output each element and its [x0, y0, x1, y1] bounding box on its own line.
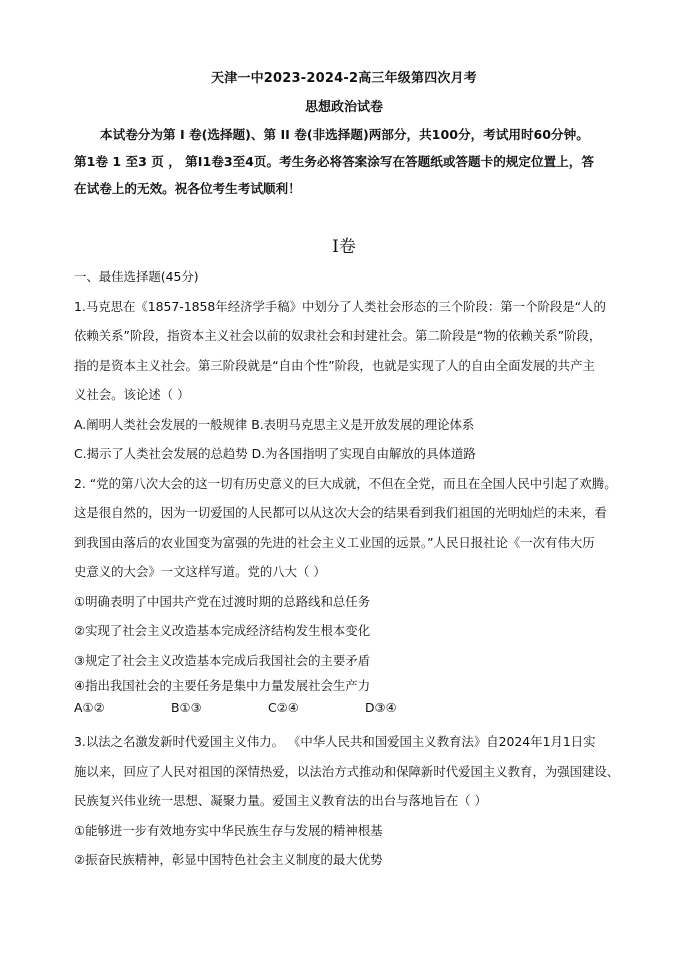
question-3 [74, 727, 666, 875]
question-line: 指的是资本主义社会。第三阶段就是“自由个性”阶段，也就是实现了人的自由全面发展的共产主 [74, 357, 595, 373]
question-line: 民族复兴伟业统一思想、凝聚力量。爱国主义教育法的出台与落地旨在（ ） [74, 793, 487, 808]
choice-b[interactable]: B①③ [171, 700, 202, 715]
question-line: 依赖关系”阶段，指资本主义社会以前的奴隶社会和封建社会。第二阶段是“物的依赖关系”阶段， [74, 328, 602, 343]
question-line: 1.马克思在《1857-1858年经济学手稿》中划分了人类社会形态的三个阶段：第一个阶段是“人的 [74, 298, 606, 314]
statement-line: ①明确表明了中国共产党在过渡时期的总路线和总任务 [74, 593, 371, 609]
statement-line: ②实现了社会主义改造基本完成经济结构发生根本变化 [74, 623, 371, 638]
question-line: 2. “党的第八次大会的这一切有历史意义的巨大成就，不但在全党，而且在全国人民中引起了欢腾。 [74, 475, 617, 491]
statement-line: ①能够进一步有效地夯实中华民族生存与发展的精神根基 [74, 822, 383, 838]
option-line[interactable]: A.阐明人类社会发展的一般规律 B.表明马克思主义是开放发展的理论体系 [74, 416, 475, 432]
instruction-line: 第1卷 1 至3 页 ， 第I1卷3至4页。考生务必将答案涂写在答题纸或答题卡的规定位置上，答 [74, 154, 594, 169]
question-line: 3.以法之名激发新时代爱国主义伟力。 《中华人民共和国爱国主义教育法》自2024年1月1日实 [74, 734, 596, 749]
question-content [74, 262, 666, 875]
option-line[interactable]: C.揭示了人类社会发展的总趋势 D.为各国指明了实现自由解放的具体道路 [74, 446, 476, 461]
choice-d[interactable]: D③④ [365, 700, 397, 715]
exam-instructions [74, 121, 666, 202]
question-line: 到我国由落后的农业国变为富强的先进的社会主义工业国的远景。”人民日报社论《一次有伟大历 [74, 534, 595, 550]
choice-c[interactable]: C②④ [268, 700, 299, 715]
question-2 [74, 469, 666, 720]
statement-line: ②振奋民族精神，彰显中国特色社会主义制度的最大优势 [74, 852, 383, 867]
exam-subtitle: 思想政治试卷 [304, 100, 383, 115]
choice-a[interactable]: A①② [74, 700, 105, 715]
question-line: 史意义的大会》一文这样写道。党的八大（ ） [74, 564, 326, 579]
section-title: 一、最佳选择题(45分) [74, 269, 199, 284]
volume-heading: I卷 [332, 237, 356, 257]
answer-choices [74, 697, 666, 719]
question-line: 施以来，回应了人民对祖国的深情热爱，以法治方式推动和保障新时代爱国主义教育，为强国建设、 [74, 763, 620, 779]
instruction-line: 本试卷分为第 I 卷(选择题)、第 II 卷(非选择题)两部分，共100分，考试用时60分钟。 [100, 127, 589, 142]
statement-line: ③规定了社会主义改造基本完成后我国社会的主要矛盾 [74, 652, 371, 668]
instruction-line: 在试卷上的无效。祝各位考生考试顺利！ [74, 181, 301, 196]
question-1 [74, 292, 666, 469]
exam-title: 天津一中2023-2024-2高三年级第四次月考 [211, 71, 477, 86]
question-line: 这是很自然的，因为一切爱国的人民都可以从这次大会的结果看到我们祖国的光明灿烂的未来，看 [74, 505, 607, 520]
statement-line: ④指出我国社会的主要任务是集中力量发展社会生产力 [74, 678, 371, 693]
question-line: 义社会。该论述（ ） [74, 387, 190, 402]
